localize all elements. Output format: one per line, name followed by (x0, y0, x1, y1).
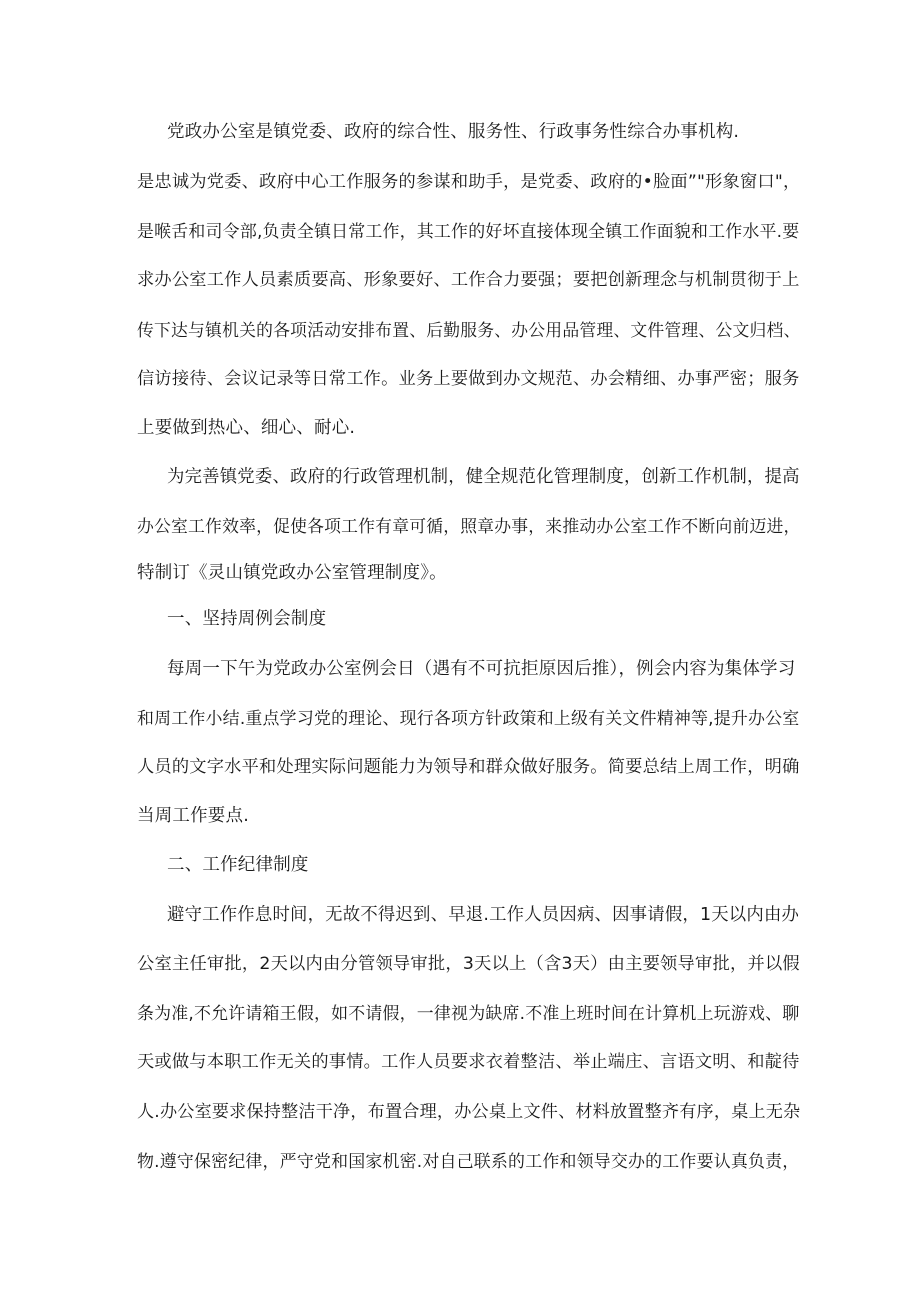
paragraph-2-line-1: 为完善镇党委、政府的行政管理机制，健全规范化管理制度，创新工作机制，提高 (167, 467, 800, 487)
paragraph-1-line-7: 上要做到热心、细心、耐心. (137, 418, 356, 438)
paragraph-3-line-1: 每周一下午为党政办公室例会日（遇有不可抗拒原因后推），例会内容为集体学习 (167, 659, 796, 679)
paragraph-1-line-6: 信访接待、会议记录等日常工作。业务上要做到办文规范、办会精细、办事严密；服务 (137, 369, 800, 389)
paragraph-2-line-3: 特制订《灵山镇党政办公室管理制度》。 (137, 563, 447, 583)
paragraph-3-line-2: 和周工作小结.重点学习党的理论、现行各项方针政策和上级有关文件精神等,提升办公室 (137, 708, 800, 728)
paragraph-4-line-3: 条为准,不允许请箱王假，如不请假，一律视为缺席.不准上班时间在计算机上玩游戏、聊 (137, 1003, 800, 1023)
paragraph-4-line-2: 公室主任审批，2天以内由分管领导审批，3天以上（含3天）由主要领导审批，并以假 (137, 954, 800, 974)
paragraph-1-line-4: 求办公室工作人员素质要高、形象要好、工作合力要强；要把创新理念与机制贯彻于上 (137, 270, 800, 290)
paragraph-4-line-6: 物.遵守保密纪律，严守党和国家机密.对自己联系的工作和领导交办的工作要认真负责， (137, 1151, 800, 1171)
paragraph-4-line-5: 人.办公室要求保持整洁干净，布置合理，办公桌上文件、材料放置整齐有序，桌上无杂 (137, 1102, 801, 1122)
paragraph-2-line-2: 办公室工作效率，促使各项工作有章可循，照章办事，来推动办公室工作不断向前迈进， (137, 516, 801, 536)
paragraph-4-line-1: 避守工作作息时间，无故不得迟到、早退.工作人员因病、因事请假，1天以内由办 (167, 905, 800, 925)
paragraph-1-line-5: 传下达与镇机关的各项活动安排布置、后勤服务、办公用品管理、文件管理、公文归档、 (137, 320, 801, 340)
paragraph-3-line-3: 人员的文字水平和处理实际问题能力为领导和群众做好服务。简要总结上周工作，明确 (137, 757, 800, 777)
paragraph-1-line-2: 是忠诚为党委、政府中心工作服务的参谋和助手，是党委、政府的•脸面”"形象窗口"， (137, 172, 801, 192)
paragraph-1-line-3: 是喉舌和司令部,负责全镇日常工作，其工作的好坏直接体现全镇工作面貌和工作水平.要 (137, 221, 800, 241)
paragraph-3-line-4: 当周工作要点. (137, 806, 249, 826)
paragraph-4-line-4: 天或做与本职工作无关的事情。工作人员要求衣着整洁、举止端庄、言语文明、和靛待 (137, 1052, 800, 1072)
section-heading-2: 二、工作纪律制度 (167, 855, 309, 875)
section-heading-1: 一、坚持周例会制度 (167, 609, 327, 629)
paragraph-1-line-1: 党政办公室是镇党委、政府的综合性、服务性、行政事务性综合办事机构. (167, 122, 740, 142)
